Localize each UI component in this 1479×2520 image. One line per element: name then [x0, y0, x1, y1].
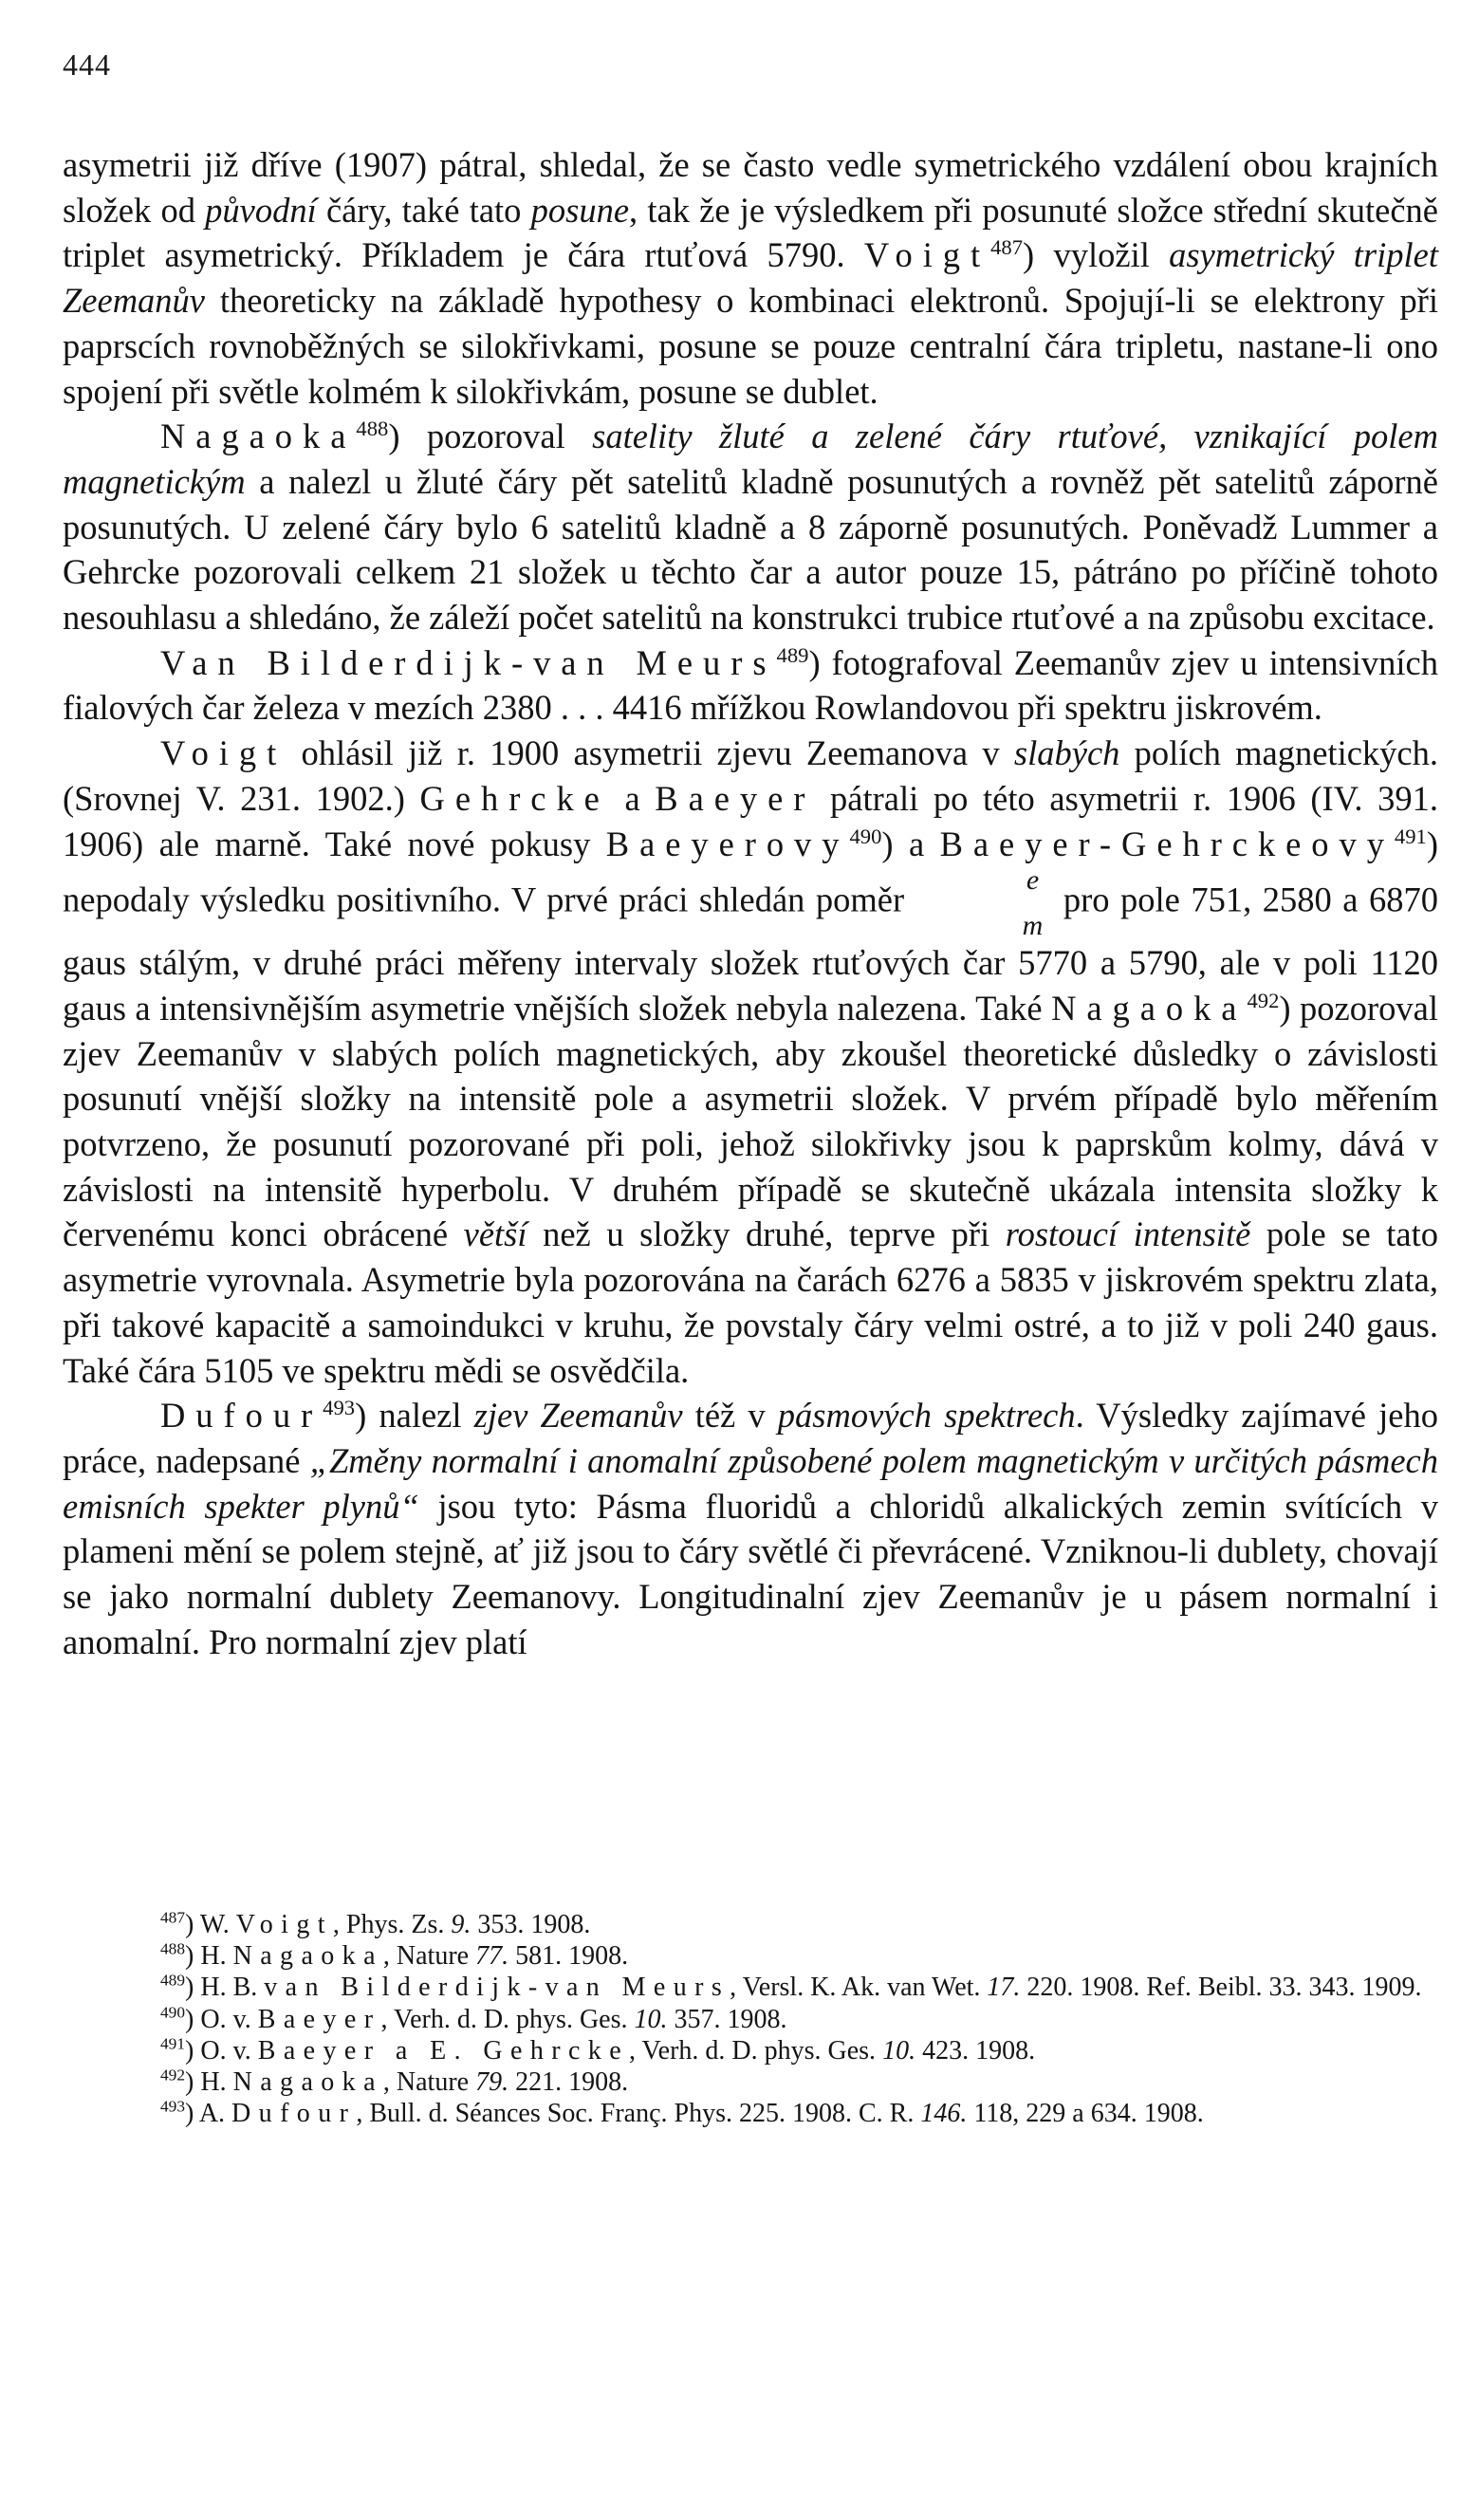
- footnote: $^{492}$) H. Nagaoka, Nature 79. 221. 1908.: [160, 2066, 629, 2098]
- author-name: Dufour: [160, 1396, 324, 1436]
- footnote: $^{488}$) H. Nagaoka, Nature 77. 581. 1908.: [160, 1939, 629, 1972]
- paragraph-van-bilderdijk: Van Bilderdijk-van Meurs$^{489}$) fotografoval Zeemanův zjev u intensivních fialových čar železa v mezích 2380 . . . 4416 mřížkou Rowlandovou při spektru jiskrovém.: [63, 642, 1438, 728]
- footnotes: [63, 1909, 1438, 2129]
- author-name: Baeyer: [655, 778, 816, 818]
- footnote-ref: 492: [1247, 988, 1280, 1012]
- footnote-ref: 490: [849, 824, 882, 848]
- author-name: Nagaoka: [1051, 988, 1248, 1028]
- paragraph-voigt-triplet: asymetrii již dříve (1907) pátral, shledal, že se často vedle symetrického vzdálení obou krajních složek od původní čáry, také tato posune, tak že je výsledkem při posunuté složce střední skutečně triplet asymetrický. Příkladem je čára rtuťová 5790. Voigt$^{487}$) vyložil asymetrický triplet Zeemanův theoreticky na základě hypothesy o kombinaci elektronů. Spojují-li se elektrony při paprscích rovnoběžných se silokřivkami, posune se pouze centralní čára tripletu, nastane-li ono spojení při světle kolmém k silokřivkám, posune se dublet.: [63, 145, 1439, 411]
- paragraph-weak-fields: Voigt ohlásil již r. 1900 asymetrii zjevu Zeemanova v slabých polích magnetických. (Srovnej V. 231. 1902.) Gehrcke a Baeyer pátrali po této asymetrii r. 1906 (IV. 391. 1906) ale marně. Také nové pokusy Baeyerovy$^{490}$) a Baeyer-Gehrckeovy$^{491}$) nepodaly výsledku positivního. V prvé práci shledán poměr e m pro pole 751, 2580 a 6870 gaus stálým, v druhé práci měřeny intervaly složek rtuťových čar 5770 a 5790, ale v poli 1120 gaus a intensivnějším asymetrie vnějších složek nebyla nalezena. Také Nagaoka$^{492}$) pozoroval zjev Zeemanův v slabých polích magnetických, aby zkoušel theoretické důsledky o závislosti posunutí vnější složky na intensitě pole a asymetrii složek. V prvém případě bylo měřením potvrzeno, že posunutí pozorované při poli, jehož silokřivky jsou k paprskům kolmy, dává v závislosti na intensitě hyperbolu. V druhém případě se skutečně ukázala intensita složky k červenému konci obrácené větší než u složky druhé, teprve při rostoucí intensitě pole se tato asymetrie vyrovnala. Asymetrie byla pozorována na čarách 6276 a 5835 v jiskrovém spektru zlata, při takové kapacitě a samoindukci v kruhu, že povstaly čáry velmi ostré, a to již v poli 240 gaus. Také čára 5105 ve spektru mědi se osvědčila.: [63, 733, 1439, 1390]
- author-name: Voigt: [160, 733, 287, 773]
- footnote: $^{493}$) A. Dufour, Bull. d. Séances Soc. Franç. Phys. 225. 1908. C. R. 146. 118, 229 a 634. 1908.: [160, 2097, 1204, 2129]
- footnote: $^{489}$) H. B. van Bilderdijk-van Meurs, Versl. K. Ak. van Wet. 17. 220. 1908. Ref. Beibl. 33. 343. 1909.: [160, 1972, 1422, 2003]
- paragraph-nagaoka-satellites: Nagaoka$^{488}$) pozoroval satelity žluté a zelené čáry rtuťové, vznikající polem magnetickým a nalezl u žluté čáry pět satelitů kladně posunutých a rovněž pět satelitů záporně posunutých. U zelené čáry bylo 6 satelitů kladně a 8 záporně posunutých. Poněvadž Lummer a Gehrcke pozorovali celkem 21 složek u těchto čar a autor pouze 15, pátráno po příčině tohoto nesouhlasu a shledáno, že záleží počet satelitů na konstrukci trubice rtuťové a na způsobu excitace.: [63, 417, 1438, 638]
- footnote: $^{487}$) W. Voigt, Phys. Zs. 9. 353. 1908.: [160, 1908, 591, 1939]
- author-name: Gehrcke: [419, 778, 610, 818]
- author-name: Van Bilderdijk-van Meurs: [160, 642, 777, 682]
- footnote-ref: 488: [356, 417, 389, 441]
- author-name: Voigt: [863, 235, 991, 275]
- author-name: Baeyerovy: [605, 824, 850, 863]
- author-name: Baeyer-Gehrckeovy: [939, 824, 1395, 863]
- fraction-denominator: m: [1022, 910, 1044, 942]
- footnote-ref: 493: [323, 1396, 356, 1420]
- ratio-fraction: [921, 866, 1047, 940]
- fraction-numerator: e: [1026, 864, 1040, 897]
- footnote: $^{490}$) O. v. Baeyer, Verh. d. D. phys. Ges. 10. 357. 1908.: [160, 2003, 787, 2034]
- footnote-ref: 491: [1394, 824, 1427, 848]
- page-number: 444: [63, 47, 111, 82]
- paragraph-dufour-bands: Dufour$^{493}$) nalezl zjev Zeemanův též v pásmových spektrech. Výsledky zajímavé jeho práce, nadepsané „Změny normalní i anomalní způsobené polem magnetickým v určitých pásmech emisních spekter plynů“ jsou tyto: Pásma fluoridů a chloridů alkalických zemin svítících v plameni mění se polem stejně, ať již jsou to čáry světlé či převrácené. Vzniknou-li dublety, chovají se jako normalní dublety Zeemanovy. Longitudinalní zjev Zeemanův je u pásem normalní i anomalní. Pro normalní zjev platí: [63, 1396, 1438, 1661]
- footnote-ref: 487: [990, 235, 1024, 260]
- footnote-ref: 489: [776, 642, 809, 667]
- author-name: Nagaoka: [160, 417, 357, 456]
- footnote: $^{491}$) O. v. Baeyer a E. Gehrcke, Verh. d. D. phys. Ges. 10. 423. 1908.: [160, 2034, 1036, 2066]
- main-text: [63, 142, 1438, 1665]
